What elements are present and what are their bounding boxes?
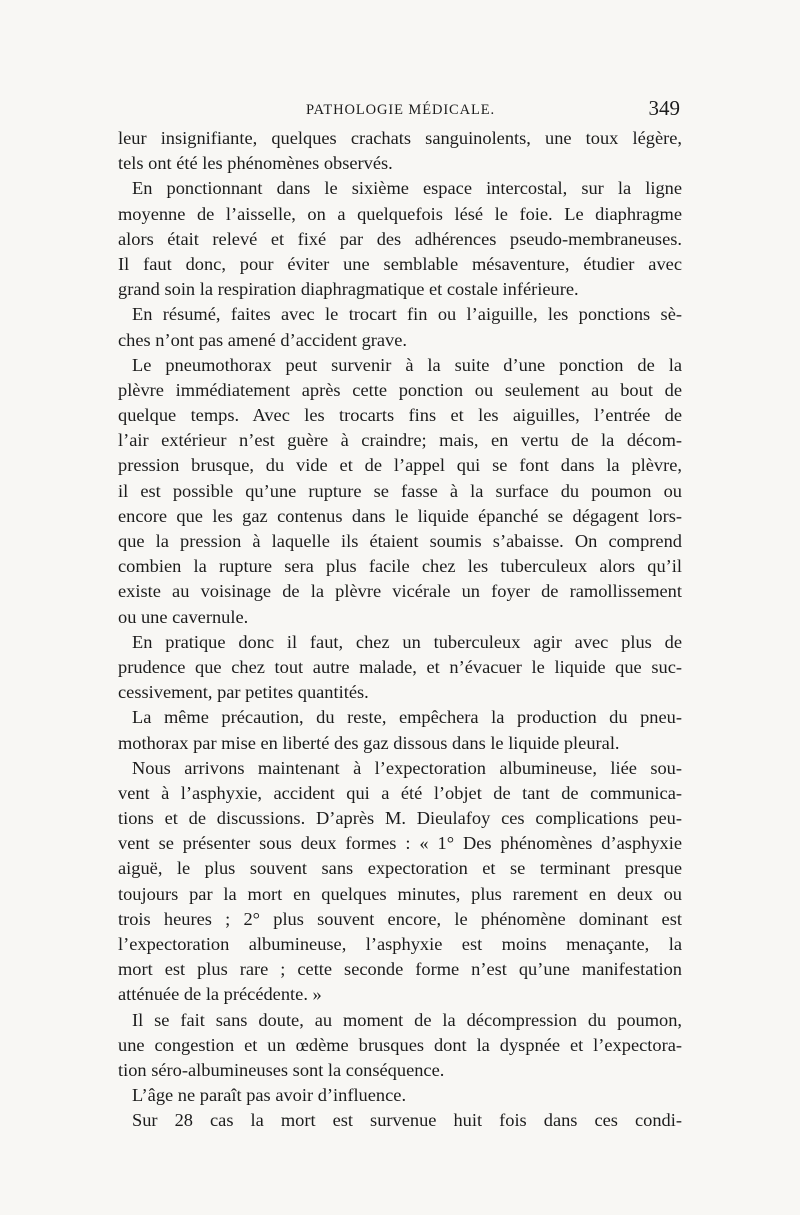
text-line: quelque temps. Avec les trocarts fins et les aiguilles, l’entrée de	[118, 405, 682, 426]
text-line: mort est plus rare ; cette seconde forme n’est qu’une manifestation	[118, 959, 682, 980]
text-line: Le pneumothorax peut survenir à la suite d’une ponction de la	[132, 354, 682, 375]
text-line: mothorax par mise en liberté des gaz dissous dans le liquide pleural.	[118, 732, 620, 753]
running-title: PATHOLOGIE MÉDICALE.	[306, 102, 496, 118]
text-line: ou une cavernule.	[118, 606, 249, 627]
text-line: moyenne de l’aisselle, on a quelquefois lésé le foie. Le diaphragme	[118, 203, 682, 224]
text-line: prudence que chez tout autre malade, et n’évacuer le liquide que suc-	[118, 656, 682, 677]
text-line: leur insignifiante, quelques crachats sanguinolents, une toux légère,	[118, 128, 682, 148]
text-line: L’âge ne paraît pas avoir d’influence.	[132, 1085, 407, 1106]
text-line: l’expectoration albumineuse, l’asphyxie est moins menaçante, la	[118, 934, 682, 954]
text-line: trois heures ; 2° plus souvent encore, le phénomène dominant est	[118, 908, 682, 929]
text-line: existe au voisinage de la plèvre vicérale un foyer de ramollissement	[118, 581, 682, 602]
text-line: une congestion et un œdème brusques dont la dyspnée et l’expectora-	[118, 1034, 682, 1055]
text-line: tion séro-albumineuses sont la conséquence.	[118, 1059, 445, 1080]
body-text	[118, 126, 682, 1134]
text-line: La même précaution, du reste, empêchera la production du pneu-	[132, 707, 682, 728]
page-number: 349	[648, 96, 680, 120]
text-line: pression brusque, du vide et de l’appel qui se font dans la plèvre,	[118, 455, 682, 476]
text-line: encore que les gaz contenus dans le liquide épanché se dégagent lors-	[118, 505, 682, 526]
text-line: grand soin la respiration diaphragmatique et costale inférieure.	[118, 279, 579, 300]
text-line: Sur 28 cas la mort est survenue huit fois dans ces condi-	[132, 1110, 682, 1131]
text-line: cessivement, par petites quantités.	[118, 682, 369, 703]
text-line: atténuée de la précédente. »	[118, 984, 322, 1005]
text-line: combien la rupture sera plus facile chez les tuberculeux alors qu’il	[118, 556, 682, 577]
text-line: tions et de discussions. D’après M. Dieulafoy ces complications peu-	[118, 808, 682, 829]
text-line: Il se fait sans doute, au moment de la décompression du poumon,	[132, 1009, 682, 1030]
text-line: que la pression à laquelle ils étaient soumis s’abaisse. On comprend	[118, 531, 682, 551]
text-line: toujours par la mort en quelques minutes, plus rarement en deux ou	[118, 883, 682, 904]
text-line: Il faut donc, pour éviter une semblable mésaventure, étudier avec	[118, 253, 682, 274]
text-line: ches n’ont pas amené d’accident grave.	[118, 329, 408, 350]
text-line: vent à l’asphyxie, accident qui a été l’objet de tant de communica-	[118, 782, 682, 803]
text-line: plèvre immédiatement après cette ponction ou seulement au bout de	[118, 379, 682, 400]
text-line: l’air extérieur n’est guère à craindre; mais, en vertu de la décom-	[118, 430, 682, 451]
text-line: Nous arrivons maintenant à l’expectoration albumineuse, liée sou-	[132, 757, 682, 778]
text-line: il est possible qu’une rupture se fasse à la surface du poumon ou	[118, 480, 682, 501]
text-line: En ponctionnant dans le sixième espace intercostal, sur la ligne	[132, 178, 682, 199]
text-line: aiguë, le plus souvent sans expectoration et se terminant presque	[118, 858, 682, 879]
page-header	[118, 96, 682, 126]
text-line: alors était relevé et fixé par des adhérences pseudo-membraneuses.	[118, 228, 682, 249]
text-line: En pratique donc il faut, chez un tuberculeux agir avec plus de	[132, 631, 682, 652]
text-line: En résumé, faites avec le trocart fin ou l’aiguille, les ponctions sè-	[132, 304, 682, 325]
text-line: tels ont été les phénomènes observés.	[118, 153, 393, 174]
text-line: vent se présenter sous deux formes : « 1° Des phénomènes d’asphyxie	[118, 833, 682, 854]
